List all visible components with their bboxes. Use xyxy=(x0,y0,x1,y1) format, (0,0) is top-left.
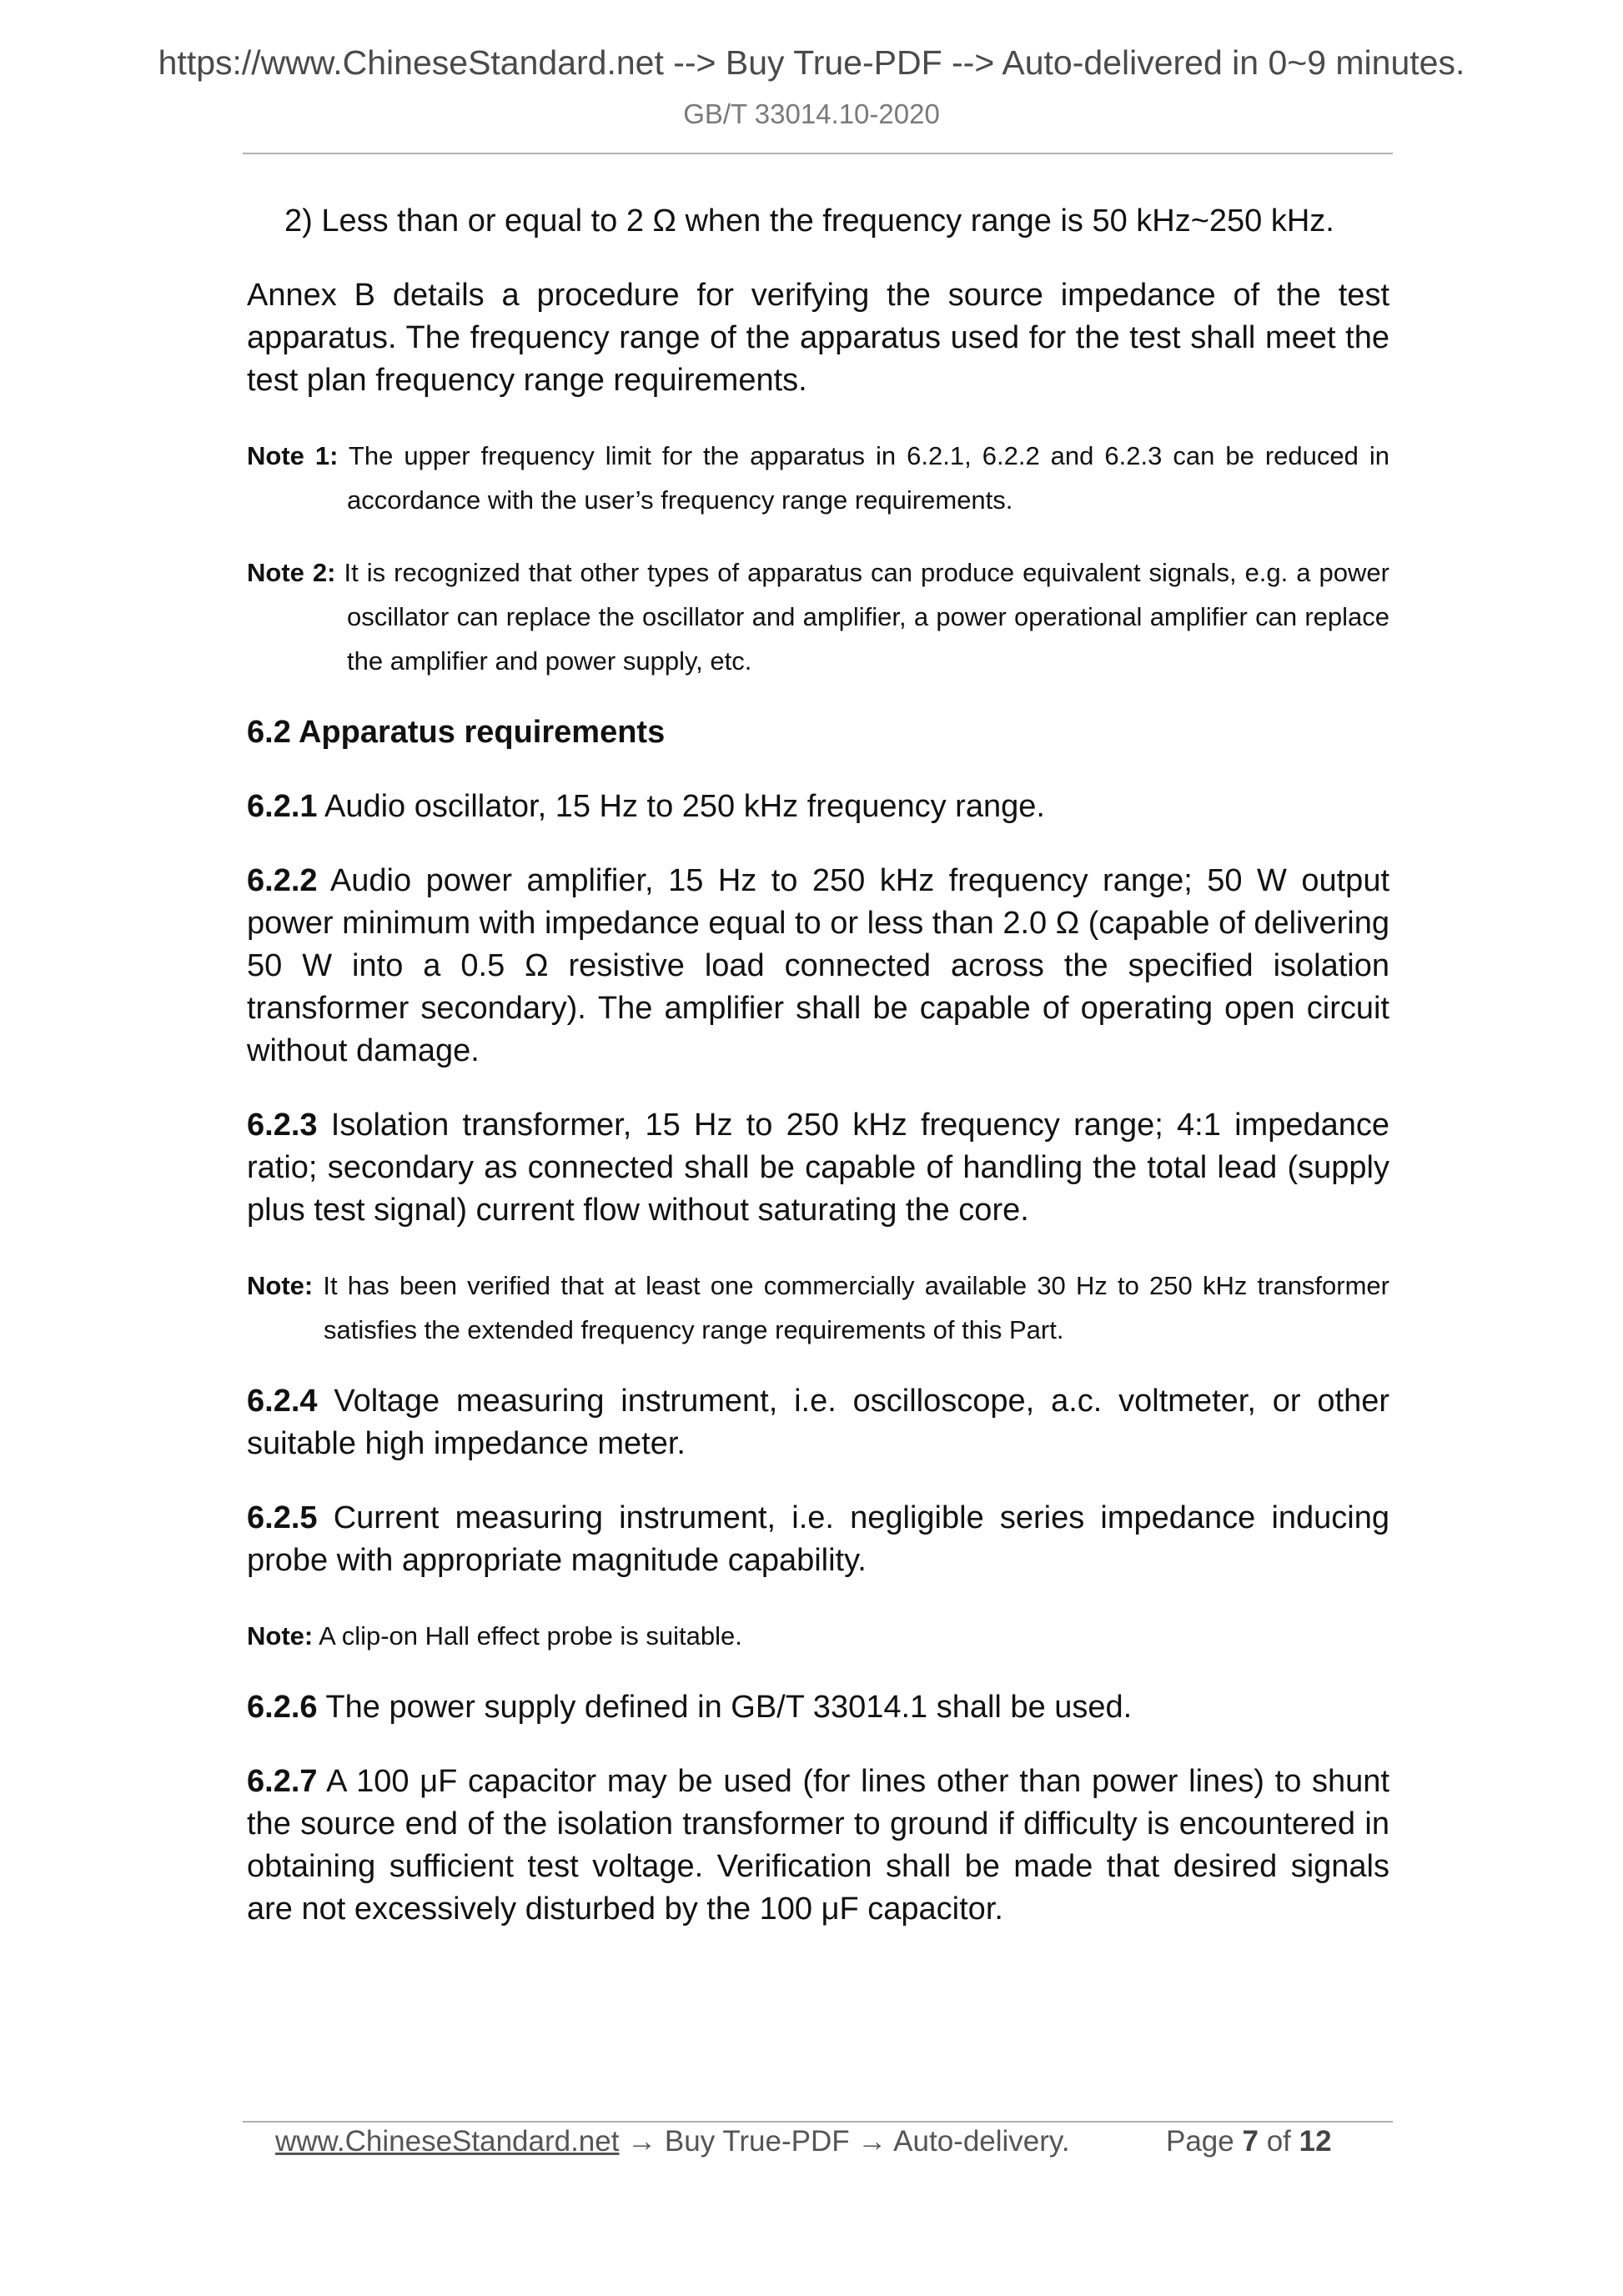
clause-number: 6.2.5 xyxy=(247,1500,318,1535)
note-3 xyxy=(247,1264,1389,1352)
note-1 xyxy=(247,434,1389,522)
page-indicator xyxy=(1166,2125,1332,2158)
note-2-text: It is recognized that other types of apparatus can produce equivalent signals, e.g. a power oscillator can replace the oscillator and amplifier, a power operational amplifier can replace the amplifier and power supply, etc. xyxy=(344,558,1389,676)
clause-6-2-5 xyxy=(247,1497,1389,1582)
note-1-label: Note 1: xyxy=(247,441,339,470)
page-label: Page xyxy=(1166,2125,1234,2158)
standard-code: GB/T 33014.10-2020 xyxy=(683,98,940,129)
header-divider xyxy=(243,153,1393,154)
clause-text: Isolation transformer, 15 Hz to 250 kHz frequency range; 4:1 impedance ratio; secondary as connected shall be capable of handling the total lead (supply plus test signal) current flow without saturating the core. xyxy=(247,1108,1390,1228)
clause-6-2-2 xyxy=(247,860,1389,1073)
clause-6-2-3 xyxy=(247,1104,1389,1232)
section-heading: 6.2 Apparatus requirements xyxy=(247,715,666,750)
note-4 xyxy=(247,1614,1389,1658)
clause-text: Audio power amplifier, 15 Hz to 250 kHz frequency range; 50 W output power minimum with impedance equal to or less than 2.0 Ω (capable of delivering 50 W into a 0.5 Ω resistive load connected across the specified isolation transformer secondary). The amplifier shall be capable of operating open circuit without damage. xyxy=(247,863,1390,1068)
source-banner: https://www.ChineseStandard.net --> Buy True-PDF --> Auto-delivered in 0~9 minutes. xyxy=(158,43,1465,82)
clause-6-2-7 xyxy=(247,1761,1389,1931)
note-1-text: The upper frequency limit for the apparatus in 6.2.1, 6.2.2 and 6.2.3 can be reduced in accordance with the user’s frequency range requirements. xyxy=(347,441,1389,515)
page-total: 12 xyxy=(1299,2125,1332,2158)
clause-text: The power supply defined in GB/T 33014.1 shall be used. xyxy=(325,1690,1133,1725)
note-4-text: A clip-on Hall effect probe is suitable. xyxy=(319,1621,742,1650)
page-body xyxy=(247,200,1389,1962)
footer-tagline: → Buy True-PDF → Auto-delivery. xyxy=(619,2125,1070,2158)
clause-number: 6.2.3 xyxy=(247,1108,318,1143)
clause-number: 6.2.4 xyxy=(247,1384,318,1419)
clause-text: Voltage measuring instrument, i.e. oscilloscope, a.c. voltmeter, or other suitable high impedance meter. xyxy=(247,1384,1389,1461)
clause-6-2-1 xyxy=(247,786,1389,828)
note-3-text: It has been verified that at least one commercially available 30 Hz to 250 kHz transformer satisfies the extended frequency range requirements of this Part. xyxy=(323,1271,1389,1344)
clause-6-2-6 xyxy=(247,1686,1389,1729)
page-number: 7 xyxy=(1242,2125,1259,2158)
footer-site-link[interactable]: www.ChineseStandard.net xyxy=(275,2125,620,2158)
note-3-label: Note: xyxy=(247,1271,314,1300)
note-2-label: Note 2: xyxy=(247,558,336,587)
clause-text: Audio oscillator, 15 Hz to 250 kHz frequency range. xyxy=(324,789,1045,824)
list-item-2: 2) Less than or equal to 2 Ω when the frequency range is 50 kHz~250 kHz. xyxy=(284,203,1334,239)
clause-number: 6.2.2 xyxy=(247,863,318,898)
note-2 xyxy=(247,550,1389,683)
clause-number: 6.2.1 xyxy=(247,789,318,824)
annex-paragraph: Annex B details a procedure for verifying the source impedance of the test apparatus. The frequency range of the apparatus used for the test shall meet the test plan frequency range requirements. xyxy=(247,278,1389,398)
of-label: of xyxy=(1266,2125,1291,2158)
clause-6-2-4 xyxy=(247,1380,1389,1465)
footer-divider xyxy=(243,2121,1393,2123)
page-footer xyxy=(275,2125,1359,2158)
clause-number: 6.2.7 xyxy=(247,1764,318,1799)
note-4-label: Note: xyxy=(247,1621,314,1650)
clause-number: 6.2.6 xyxy=(247,1690,318,1725)
clause-text: A 100 μF capacitor may be used (for lines other than power lines) to shunt the source end of the isolation transformer to ground if difficulty is encountered in obtaining sufficient test voltage. Verification shall be made that desired signals are not excessively disturbed by the 100 μF capacitor. xyxy=(247,1764,1389,1927)
clause-text: Current measuring instrument, i.e. negligible series impedance inducing probe with appropriate magnitude capability. xyxy=(247,1500,1390,1578)
